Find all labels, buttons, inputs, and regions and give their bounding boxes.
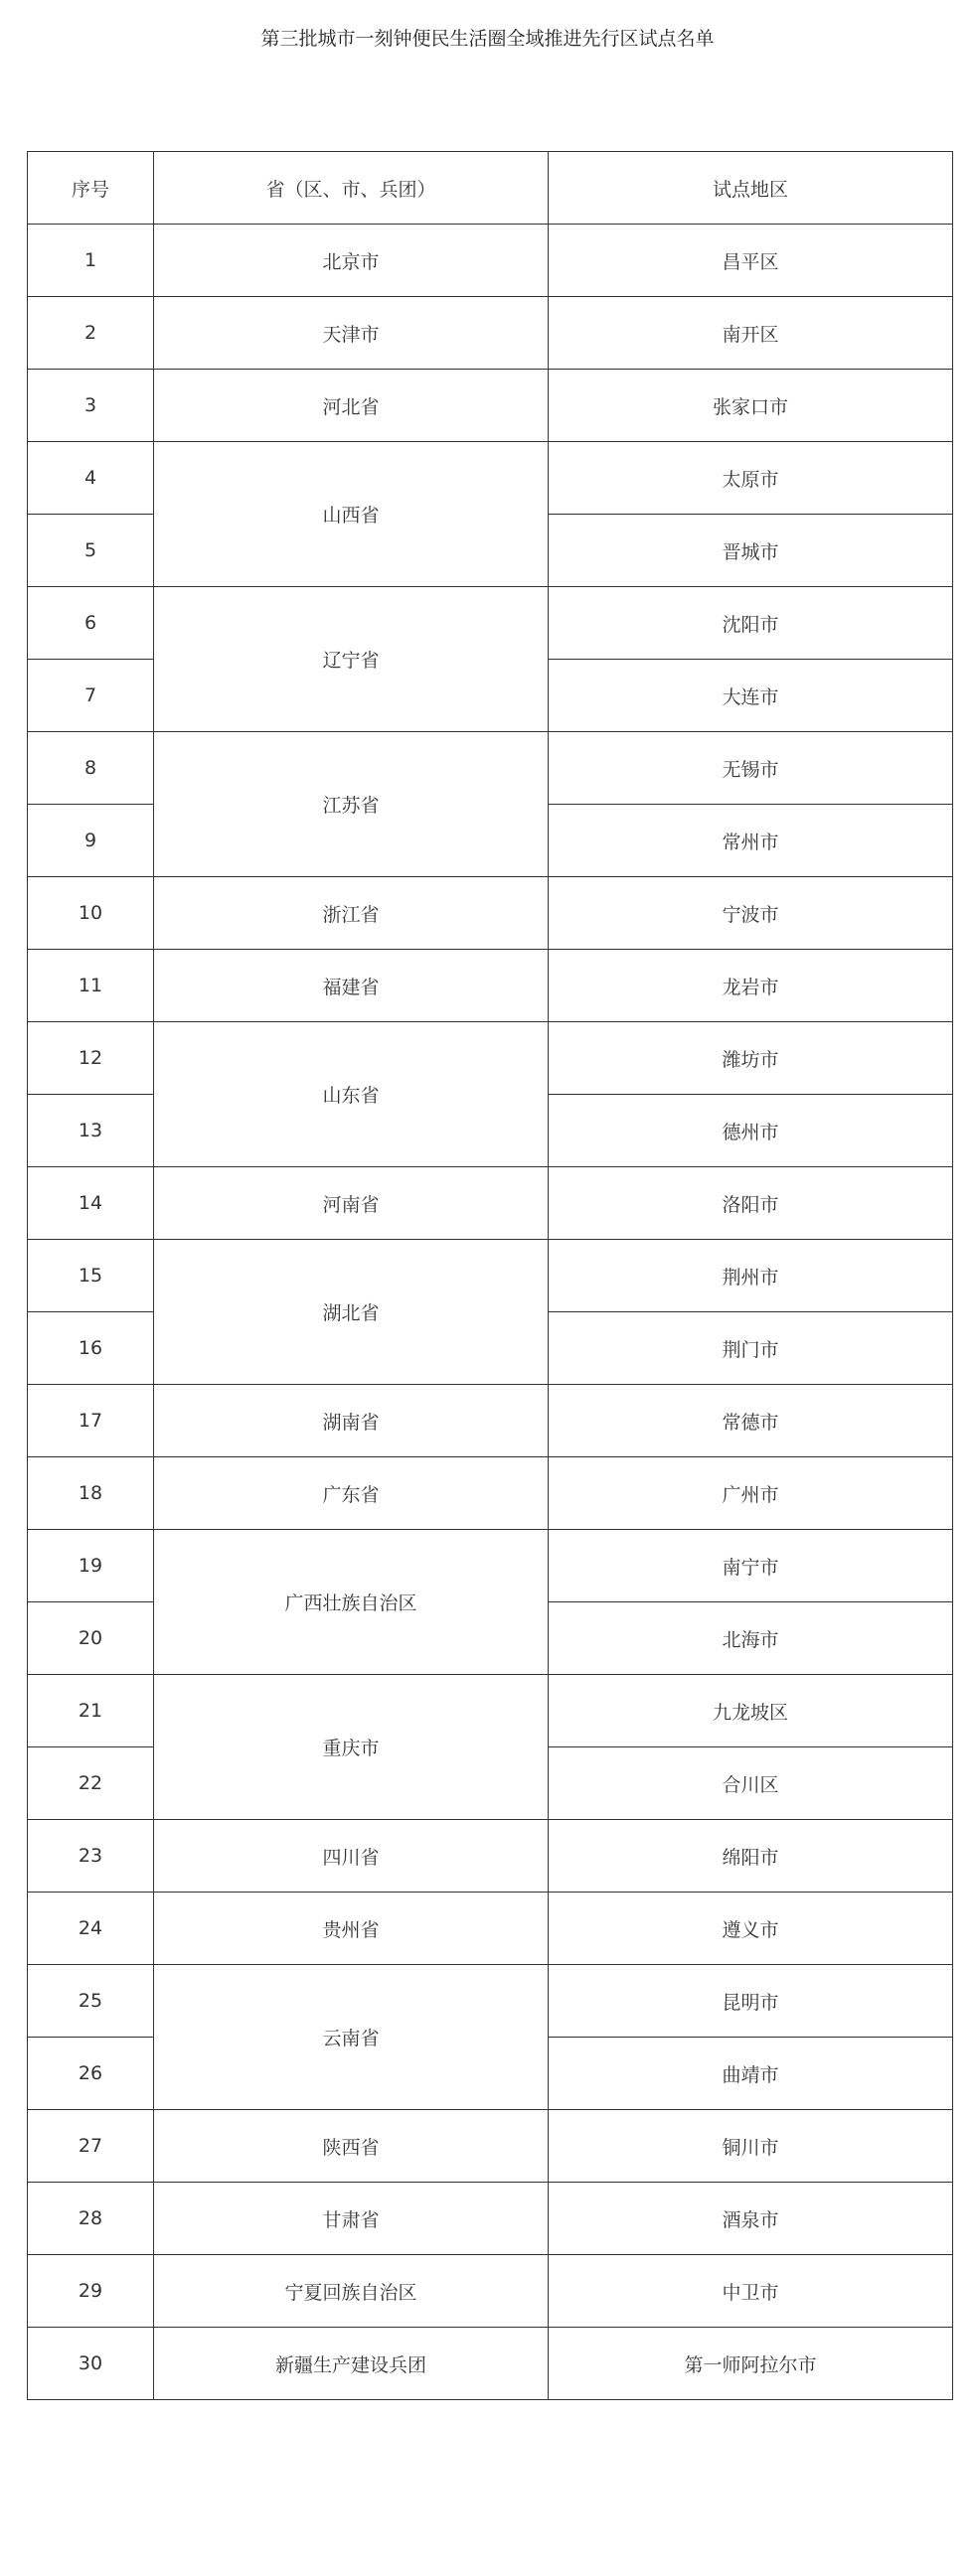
pilot-area-cell: 南开区 [549,297,953,370]
row-number: 13 [28,1095,154,1167]
pilot-area-cell: 北海市 [549,1602,953,1675]
table-row [28,297,953,370]
row-number: 17 [28,1385,154,1457]
table-row [28,442,953,515]
table-body [28,225,953,2400]
pilot-area-cell: 绵阳市 [549,1820,953,1893]
pilot-area-cell: 铜川市 [549,2110,953,2183]
row-number: 25 [28,1965,154,2038]
row-number: 22 [28,1747,154,1820]
province-cell: 陕西省 [154,2110,549,2183]
row-number: 18 [28,1457,154,1530]
pilot-area-cell: 遵义市 [549,1893,953,1965]
table-row [28,1675,953,1747]
row-number: 23 [28,1820,154,1893]
province-cell: 河北省 [154,370,549,442]
row-number: 26 [28,2038,154,2110]
province-cell: 山西省 [154,442,549,587]
table-row [28,2328,953,2400]
row-number: 1 [28,225,154,297]
pilot-area-cell: 太原市 [549,442,953,515]
pilot-area-cell: 合川区 [549,1747,953,1820]
table-row [28,370,953,442]
province-cell: 湖北省 [154,1240,549,1385]
row-number: 12 [28,1022,154,1095]
table-row [28,732,953,805]
table-row [28,1167,953,1240]
pilot-area-cell: 广州市 [549,1457,953,1530]
pilot-area-cell: 曲靖市 [549,2038,953,2110]
pilot-area-cell: 中卫市 [549,2255,953,2328]
table-row [28,1965,953,2038]
pilot-area-cell: 荆门市 [549,1312,953,1385]
pilot-area-cell: 德州市 [549,1095,953,1167]
pilot-area-cell: 荆州市 [549,1240,953,1312]
row-number: 24 [28,1893,154,1965]
table-row [28,2110,953,2183]
province-cell: 福建省 [154,950,549,1022]
row-number: 21 [28,1675,154,1747]
table-row [28,1457,953,1530]
pilot-area-cell: 九龙坡区 [549,1675,953,1747]
table-row [28,877,953,950]
province-cell: 浙江省 [154,877,549,950]
pilot-area-cell: 潍坊市 [549,1022,953,1095]
province-cell: 江苏省 [154,732,549,877]
row-number: 16 [28,1312,154,1385]
header-pilot-area: 试点地区 [549,152,953,225]
pilot-area-cell: 晋城市 [549,515,953,587]
province-cell: 广东省 [154,1457,549,1530]
row-number: 4 [28,442,154,515]
row-number: 20 [28,1602,154,1675]
table-row [28,1893,953,1965]
row-number: 29 [28,2255,154,2328]
province-cell: 云南省 [154,1965,549,2110]
row-number: 11 [28,950,154,1022]
page-title: 第三批城市一刻钟便民生活圈全域推进先行区试点名单 [260,28,715,50]
province-cell: 新疆生产建设兵团 [154,2328,549,2400]
row-number: 5 [28,515,154,587]
pilot-area-cell: 无锡市 [549,732,953,805]
row-number: 14 [28,1167,154,1240]
pilot-area-cell: 龙岩市 [549,950,953,1022]
pilot-area-cell: 第一师阿拉尔市 [549,2328,953,2400]
province-cell: 天津市 [154,297,549,370]
pilot-area-cell: 常州市 [549,805,953,877]
table-row [28,1022,953,1095]
province-cell: 四川省 [154,1820,549,1893]
row-number: 6 [28,587,154,660]
table-row [28,587,953,660]
table-row [28,950,953,1022]
row-number: 7 [28,660,154,732]
pilot-area-cell: 昌平区 [549,225,953,297]
pilot-area-cell: 宁波市 [549,877,953,950]
header-province: 省（区、市、兵团） [154,152,549,225]
province-cell: 宁夏回族自治区 [154,2255,549,2328]
row-number: 19 [28,1530,154,1602]
table-row [28,1385,953,1457]
row-number: 2 [28,297,154,370]
table-row [28,1530,953,1602]
table-row [28,2255,953,2328]
table-row [28,1820,953,1893]
row-number: 8 [28,732,154,805]
pilot-area-cell: 常德市 [549,1385,953,1457]
row-number: 3 [28,370,154,442]
pilot-area-cell: 张家口市 [549,370,953,442]
row-number: 28 [28,2183,154,2255]
table-header-row [28,152,953,225]
province-cell: 广西壮族自治区 [154,1530,549,1675]
province-cell: 湖南省 [154,1385,549,1457]
province-cell: 山东省 [154,1022,549,1167]
pilot-area-cell: 南宁市 [549,1530,953,1602]
table-row [28,225,953,297]
province-cell: 甘肃省 [154,2183,549,2255]
province-cell: 北京市 [154,225,549,297]
table-row [28,2183,953,2255]
pilot-area-cell: 大连市 [549,660,953,732]
pilot-area-cell: 沈阳市 [549,587,953,660]
row-number: 27 [28,2110,154,2183]
row-number: 15 [28,1240,154,1312]
table-row [28,1240,953,1312]
pilot-area-cell: 酒泉市 [549,2183,953,2255]
pilot-list-table [27,151,953,2400]
row-number: 30 [28,2328,154,2400]
province-cell: 河南省 [154,1167,549,1240]
pilot-area-cell: 洛阳市 [549,1167,953,1240]
header-number: 序号 [28,152,154,225]
row-number: 9 [28,805,154,877]
province-cell: 贵州省 [154,1893,549,1965]
row-number: 10 [28,877,154,950]
province-cell: 重庆市 [154,1675,549,1820]
pilot-area-cell: 昆明市 [549,1965,953,2038]
province-cell: 辽宁省 [154,587,549,732]
